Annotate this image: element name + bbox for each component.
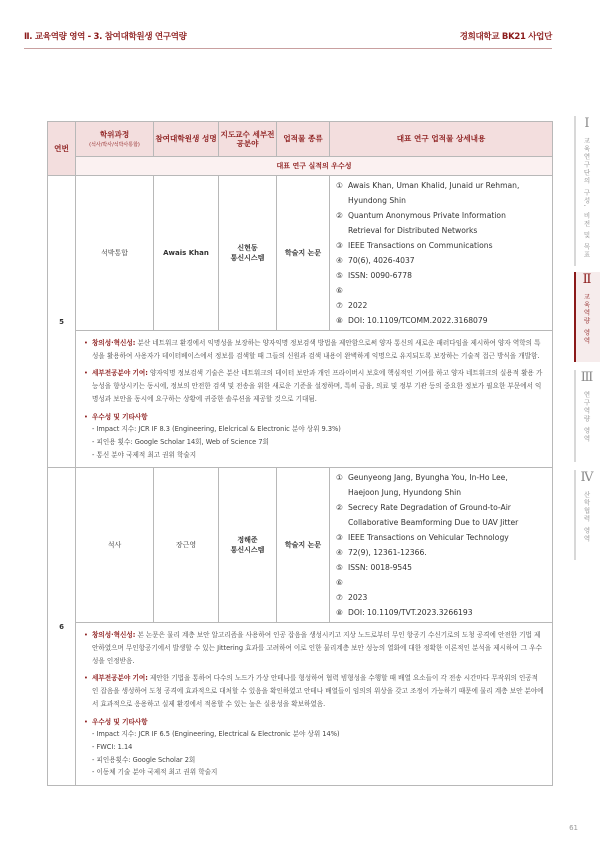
- advisor-cell: 정해준 통신시스템: [219, 468, 277, 623]
- page-number: 61: [569, 824, 578, 832]
- table-subheader-row: [48, 157, 553, 176]
- side-tab-numeral: Ⅱ: [582, 272, 592, 287]
- col-header-number: 연번: [48, 122, 76, 176]
- side-tab-indicator: [574, 470, 576, 560]
- detail-line: ⑧ DOI: 10.1109/TVT.2023.3266193: [336, 608, 473, 618]
- side-tab-label: 교육연구단의 구성, 비전 및 목표: [582, 137, 591, 259]
- col-header-advisor: 지도교수 세부전공분야: [219, 122, 277, 157]
- excellence-item: - FWCI: 1.14: [92, 742, 133, 751]
- detail-line: ⑥: [336, 286, 343, 295]
- running-header-section: Ⅱ. 교육역량 영역 - 3. 참여대학원생 연구역량: [24, 32, 187, 42]
- contribution-paragraph: • 세부전공분야 기여: 양자익명 정보검색 기술은 분산 네트워크의 데이터 보안과 개인 프라이버시 보호에 핵심적인 기여를 하고 양자 네트워크의 실용적 활용 가능성을 향상시키는 동시에, 정보의 안전한 검색 및 전송을 위한 새로운 기준을 설정하며, 특히 금융, 의료 및 정부 기관 등의 중요한 정보가 필요한 부문에서 익명성과 보안을 동시에 요구하는 상황에 귀중한 솔루션을 제공할 것으로 기대됨.: [84, 367, 544, 405]
- side-tab-section-3[interactable]: [574, 370, 600, 462]
- degree-cell: 석사: [76, 468, 154, 623]
- detail-cell: [330, 176, 553, 331]
- excellence-item: - 통신 분야 국제적 최고 권위 학술지: [92, 450, 197, 459]
- side-tab-label: 교육역량 영역: [582, 293, 591, 345]
- detail-line: ⑤ ISSN: 0018-9545: [336, 563, 412, 573]
- col-header-student: 참여대학원생 성명: [154, 122, 219, 157]
- side-tab-indicator: [574, 370, 576, 462]
- header-divider: [24, 48, 552, 49]
- table-row: [48, 468, 553, 623]
- side-tab-indicator: [574, 272, 576, 362]
- student-name-cell: Awais Khan: [154, 176, 219, 331]
- detail-cell: [330, 468, 553, 623]
- type-cell: 학술지 논문: [277, 468, 330, 623]
- side-tab-section-1[interactable]: [574, 116, 600, 266]
- detail-line: ④ 72(9), 12361-12366.: [336, 548, 427, 558]
- detail-line: ⑦ 2022: [336, 301, 368, 310]
- excellence-cell: [76, 623, 553, 786]
- col-header-type: 업적물 종류: [277, 122, 330, 157]
- side-tab-numeral: Ⅳ: [580, 470, 594, 485]
- table-row: [48, 176, 553, 331]
- detail-line: ③ IEEE Transactions on Communications: [336, 241, 493, 250]
- excellence-heading: • 우수성 및 기타사항: [84, 411, 544, 424]
- side-tab-indicator: [574, 116, 576, 266]
- detail-line: ⑤ ISSN: 0090-6778: [336, 271, 412, 280]
- excellence-item: - 피인용횟수: Google Scholar 2회: [92, 755, 196, 764]
- side-tab-label: 산학협력 영역: [582, 491, 591, 543]
- col-header-excellence: 대표 연구 실적의 우수성: [76, 157, 553, 176]
- detail-line: ⑦ 2023: [336, 593, 368, 603]
- side-tab-section-2[interactable]: [574, 272, 600, 362]
- col-header-detail: 대표 연구 업적물 상세내용: [330, 122, 553, 157]
- student-name-cell: 장근영: [154, 468, 219, 623]
- detail-line: ③ IEEE Transactions on Vehicular Technology: [336, 533, 509, 543]
- entry-number: 6: [48, 468, 76, 786]
- entry-number: 5: [48, 176, 76, 468]
- creativity-paragraph: • 창의성·혁신성: 본 논문은 물리 계층 보안 알고리즘을 사용하여 인공 잡음을 생성시키고 지상 노드로부터 무인 항공기 수신기로의 도청 공격에 안전한 기법 제안하였으며 무인항공기에서 발생할 수 있는 Jittering 효과를 고려하여 이로 인한 물리계층 보안 성능의 열화에 대한 정확한 이론적인 분석을 제시하여 그 우수성을 인정받음.: [84, 629, 544, 667]
- side-tab-label: 연구역량 영역: [582, 391, 591, 443]
- excellence-item: - 피인용 횟수: Google Scholar 14회, Web of Science 7회: [92, 437, 269, 446]
- table-row: [48, 331, 553, 468]
- excellence-cell: [76, 331, 553, 468]
- table-header-row: [48, 122, 553, 157]
- side-tab-numeral: Ⅰ: [584, 116, 590, 131]
- advisor-cell: 신현동 통신시스템: [219, 176, 277, 331]
- detail-line: ② Secrecy Rate Degradation of Ground-to-Air Collaborative Beamforming Due to UAV Jitter: [336, 503, 519, 528]
- detail-line: ⑥: [336, 578, 343, 588]
- side-tab-section-4[interactable]: [574, 470, 600, 560]
- excellence-heading: • 우수성 및 기타사항: [84, 716, 544, 729]
- creativity-paragraph: • 창의성·혁신성: 분산 네트워크 환경에서 익명성을 보장하는 양자익명 정보검색 방법을 제안함으로써 양자 통신의 새로운 패러다임을 제시하여 양자 역학의 특성을 활용하여 사용자가 데이터베이스에서 정보를 검색할 때 그들의 신원과 검색 내용이 완벽하게 익명으로 유지되도록 보장하는 기술적 접근 방식을 개발함.: [84, 337, 544, 362]
- detail-line: ② Quantum Anonymous Private Information Retrieval for Distributed Networks: [336, 211, 506, 235]
- col-header-degree: 학위과정 (석사/박사/석박사통합): [76, 122, 154, 157]
- detail-line: ④ 70(6), 4026-4037: [336, 256, 415, 265]
- degree-cell: 석박통합: [76, 176, 154, 331]
- detail-line: ⑧ DOI: 10.1109/TCOMM.2022.3168079: [336, 316, 488, 325]
- excellence-item: - 이동체 기술 분야 국제적 최고 권위 학술지: [92, 768, 218, 777]
- excellence-item: - Impact 지수: JCR IF 8.3 (Engineering, Elelcrical & Electronic 분야 상위 9.3%): [92, 425, 341, 434]
- running-header-organization: 경희대학교 BK21 사업단: [459, 32, 552, 42]
- detail-line: ① Geunyeong Jang, Byungha You, In-Ho Lee, Haejoon Jung, Hyundong Shin: [336, 473, 508, 498]
- table-row: [48, 623, 553, 786]
- type-cell: 학술지 논문: [277, 176, 330, 331]
- excellence-item: - Impact 지수: JCR IF 6.5 (Engineering, Electrical & Electronic 분야 상위 14%): [92, 730, 340, 739]
- contribution-paragraph: • 세부전공분야 기여: 제안한 기법을 통하여 다수의 노드가 가상 안테나를 형성하여 협력 빔형성을 수행할 때 배열 요소들이 각 전송 시간마다 무작위의 인공적인 잡음을 생성하여 도청 공격에 효과적으로 대처할 수 있음을 확인하였고 안테나 배열들이 임의의 위상을 갖고 조정이 가능하기 때문에 물리 계층 보안 분야에서 효과적으로 응용하고 실제 환경에서 적용할 수 있는 높은 실용성을 확보하였음.: [84, 672, 544, 710]
- detail-line: ① Awais Khan, Uman Khalid, Junaid ur Rehman, Hyundong Shin: [336, 181, 520, 205]
- research-achievement-table: [47, 121, 553, 786]
- side-tab-numeral: Ⅲ: [580, 370, 594, 385]
